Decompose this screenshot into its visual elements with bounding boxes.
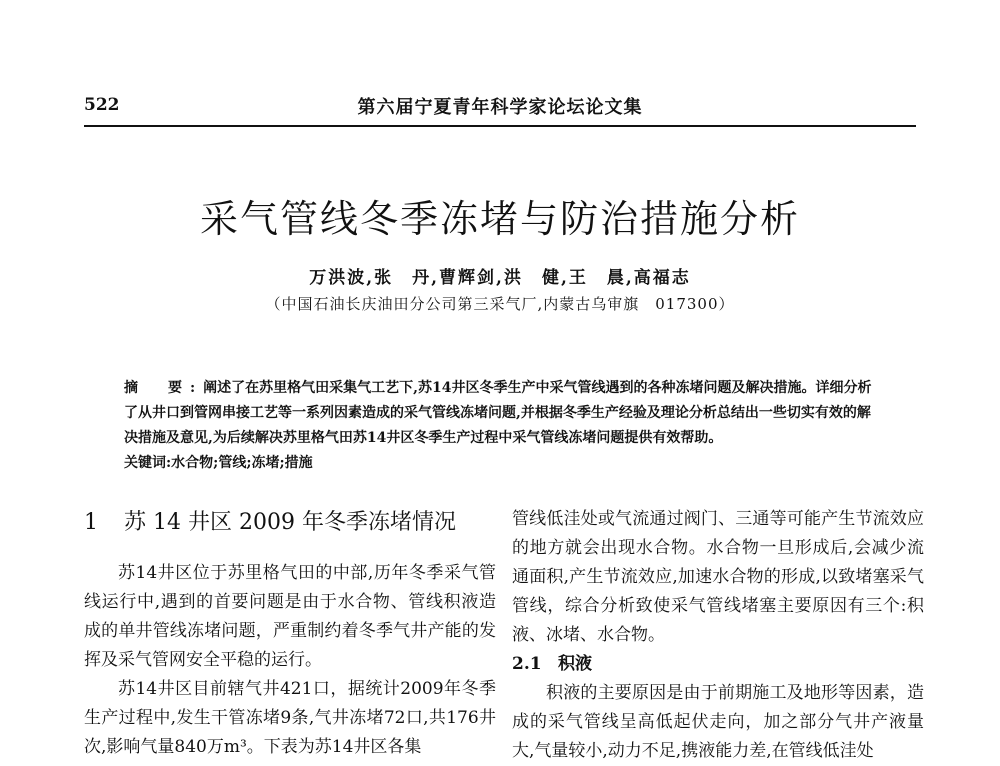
keywords-text: 水合物;管线;冻堵;措施 [171,455,313,471]
left-paragraph-1: 苏14井区位于苏里格气田的中部,历年冬季采气管线运行中,遇到的首要问题是由于水合物、管线积液造成的单井管线冻堵问题，严重制约着冬季气井产能的发挥及采气管网安全平稳的运行。 [84,563,496,670]
paper-title: 采气管线冬季冻堵与防治措施分析 [199,197,800,241]
right-column [512,505,924,766]
keywords-label: 关键词: [124,455,172,471]
page-number: 522 [84,95,120,115]
subsection-2-1-heading [512,650,924,679]
keywords-line [124,451,884,476]
abstract-text: 阐述了在苏里格气田采集气工艺下,苏14井区冬季生产中采气管线遇到的各种冻堵问题及解决措施。详细分析了从井口到管网串接工艺等一系列因素造成的采气管线冻堵问题,并根据冬季生产经验及理论分析总结出一些切实有效的解决措施及意见,为后续解决苏里格气田苏14井区冬季生产过程中采气管线冻堵问题提供有效帮助。 [124,380,872,446]
subsection-2-1-number: 2.1 [512,654,542,674]
subsection-2-1-title: 积液 [558,654,592,674]
right-paragraph-2: 积液的主要原因是由于前期施工及地形等因素，造成的采气管线呈高低起伏走向，加之部分气井产液量大,气量较小,动力不足,携液能力差,在管线低洼处 [512,683,924,761]
left-paragraph-2: 苏14井区目前辖气井421口，据统计2009年冬季生产过程中,发生干管冻堵9条,气井冻堵72口,共176井次,影响气量840万m³。下表为苏14井区各集 [84,679,496,757]
header-rule [84,125,916,127]
section-1-title: 苏 14 井区 2009 年冬季冻堵情况 [124,510,456,535]
paper-affiliation: （中国石油长庆油田分公司第三采气厂,内蒙古乌审旗 017300） [265,295,735,313]
abstract-label: 摘 要: [124,380,204,396]
section-1-number: 1 [84,510,98,535]
right-paragraph-1: 管线低洼处或气流通过阀门、三通等可能产生节流效应的地方就会出现水合物。水合物一旦形成后,会减少流通面积,产生节流效应,加速水合物的形成,以致堵塞采气管线，综合分析致使采气管线堵塞主要原因有三个:积液、冰堵、水合物。 [512,509,924,645]
running-title: 第六届宁夏青年科学家论坛论文集 [357,97,643,118]
abstract-paragraph [124,376,884,451]
section-1-heading [84,505,496,541]
left-column [84,505,496,762]
abstract-block [124,376,884,476]
paper-authors: 万洪波,张 丹,曹辉剑,洪 健,王 晨,高福志 [309,268,691,288]
